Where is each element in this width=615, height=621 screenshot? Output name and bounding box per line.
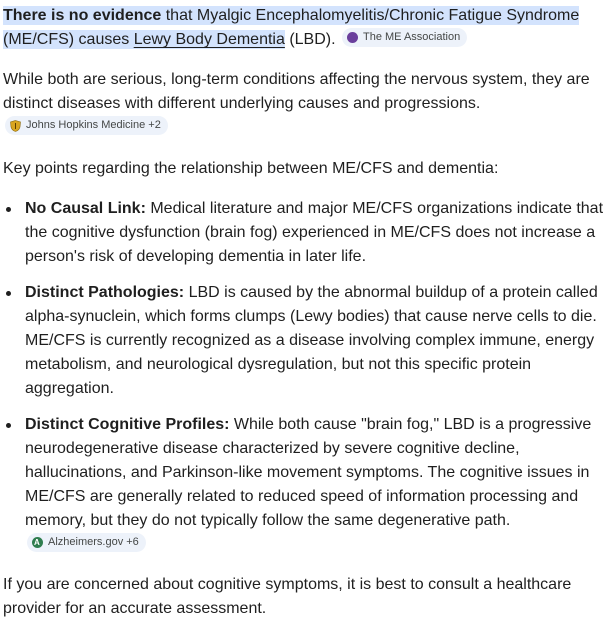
- key-points-heading: Key points regarding the relationship between ME/CFS and dementia:: [3, 159, 499, 177]
- bullet-text: LBD is caused by the abnormal buildup of a protein called alpha-synuclein, which forms clumps (Lewy bodies) that cause nerve cells to die. ME/CFS is currently recognized as a disease involving complex immune, energy metabolism, and neurological dysregulation, but not this specific protein aggregation.: [25, 283, 598, 397]
- bullet-text: Medical literature and major ME/CFS organizations indicate that the cognitive dysfunction (brain fog) experienced in ME/CFS does not increase a person's risk of developing dementia in later life.: [25, 199, 604, 265]
- bullet-title: Distinct Pathologies:: [25, 283, 185, 301]
- lewy-body-dementia-link[interactable]: Lewy Body Dementia: [133, 31, 285, 48]
- alzheimers-gov-logo-icon: [32, 537, 43, 548]
- source-chip-johns-hopkins[interactable]: [5, 116, 168, 135]
- paragraph-distinct-diseases: [3, 68, 612, 141]
- intro-tail-text: (LBD).: [284, 31, 336, 48]
- bullet-title: No Causal Link:: [25, 199, 146, 217]
- highlight-bold-text: There is no evidence: [3, 7, 162, 24]
- source-chip-alzheimers-gov[interactable]: [27, 533, 146, 552]
- list-item: [3, 197, 612, 269]
- bullet-title: Distinct Cognitive Profiles:: [25, 415, 230, 433]
- johns-hopkins-shield-icon: [10, 120, 21, 132]
- list-item: [3, 281, 612, 401]
- list-item: [3, 413, 612, 557]
- key-points-list: [3, 197, 612, 557]
- highlight-text: that Myalgic Encephalomyelitis/Chronic Fatigue Syndrome (ME/CFS) causes: [3, 7, 580, 48]
- bullet-text: While both cause "brain fog," LBD is a progressive neurodegenerative disease characterized by severe cognitive decline, hallucinations, and Parkinson-like movement symptoms. The cognitive issues in ME/CFS are generally related to reduced speed of information processing and memory, but they do not typically follow the same degenerative path.: [25, 415, 592, 529]
- source-chip-label: Johns Hopkins Medicine +2: [26, 119, 161, 131]
- me-association-logo-icon: [347, 32, 358, 43]
- intro-paragraph: [3, 4, 612, 52]
- source-chip-label: The ME Association: [363, 31, 461, 43]
- paragraph-text: While both are serious, long-term conditions affecting the nervous system, they are distinct diseases with different underlying causes and progressions.: [3, 71, 590, 112]
- source-chip-label: Alzheimers.gov +6: [48, 535, 139, 548]
- closing-paragraph: If you are concerned about cognitive symptoms, it is best to consult a healthcare provider for an accurate assessment.: [3, 575, 572, 617]
- source-chip-me-association[interactable]: [342, 28, 467, 47]
